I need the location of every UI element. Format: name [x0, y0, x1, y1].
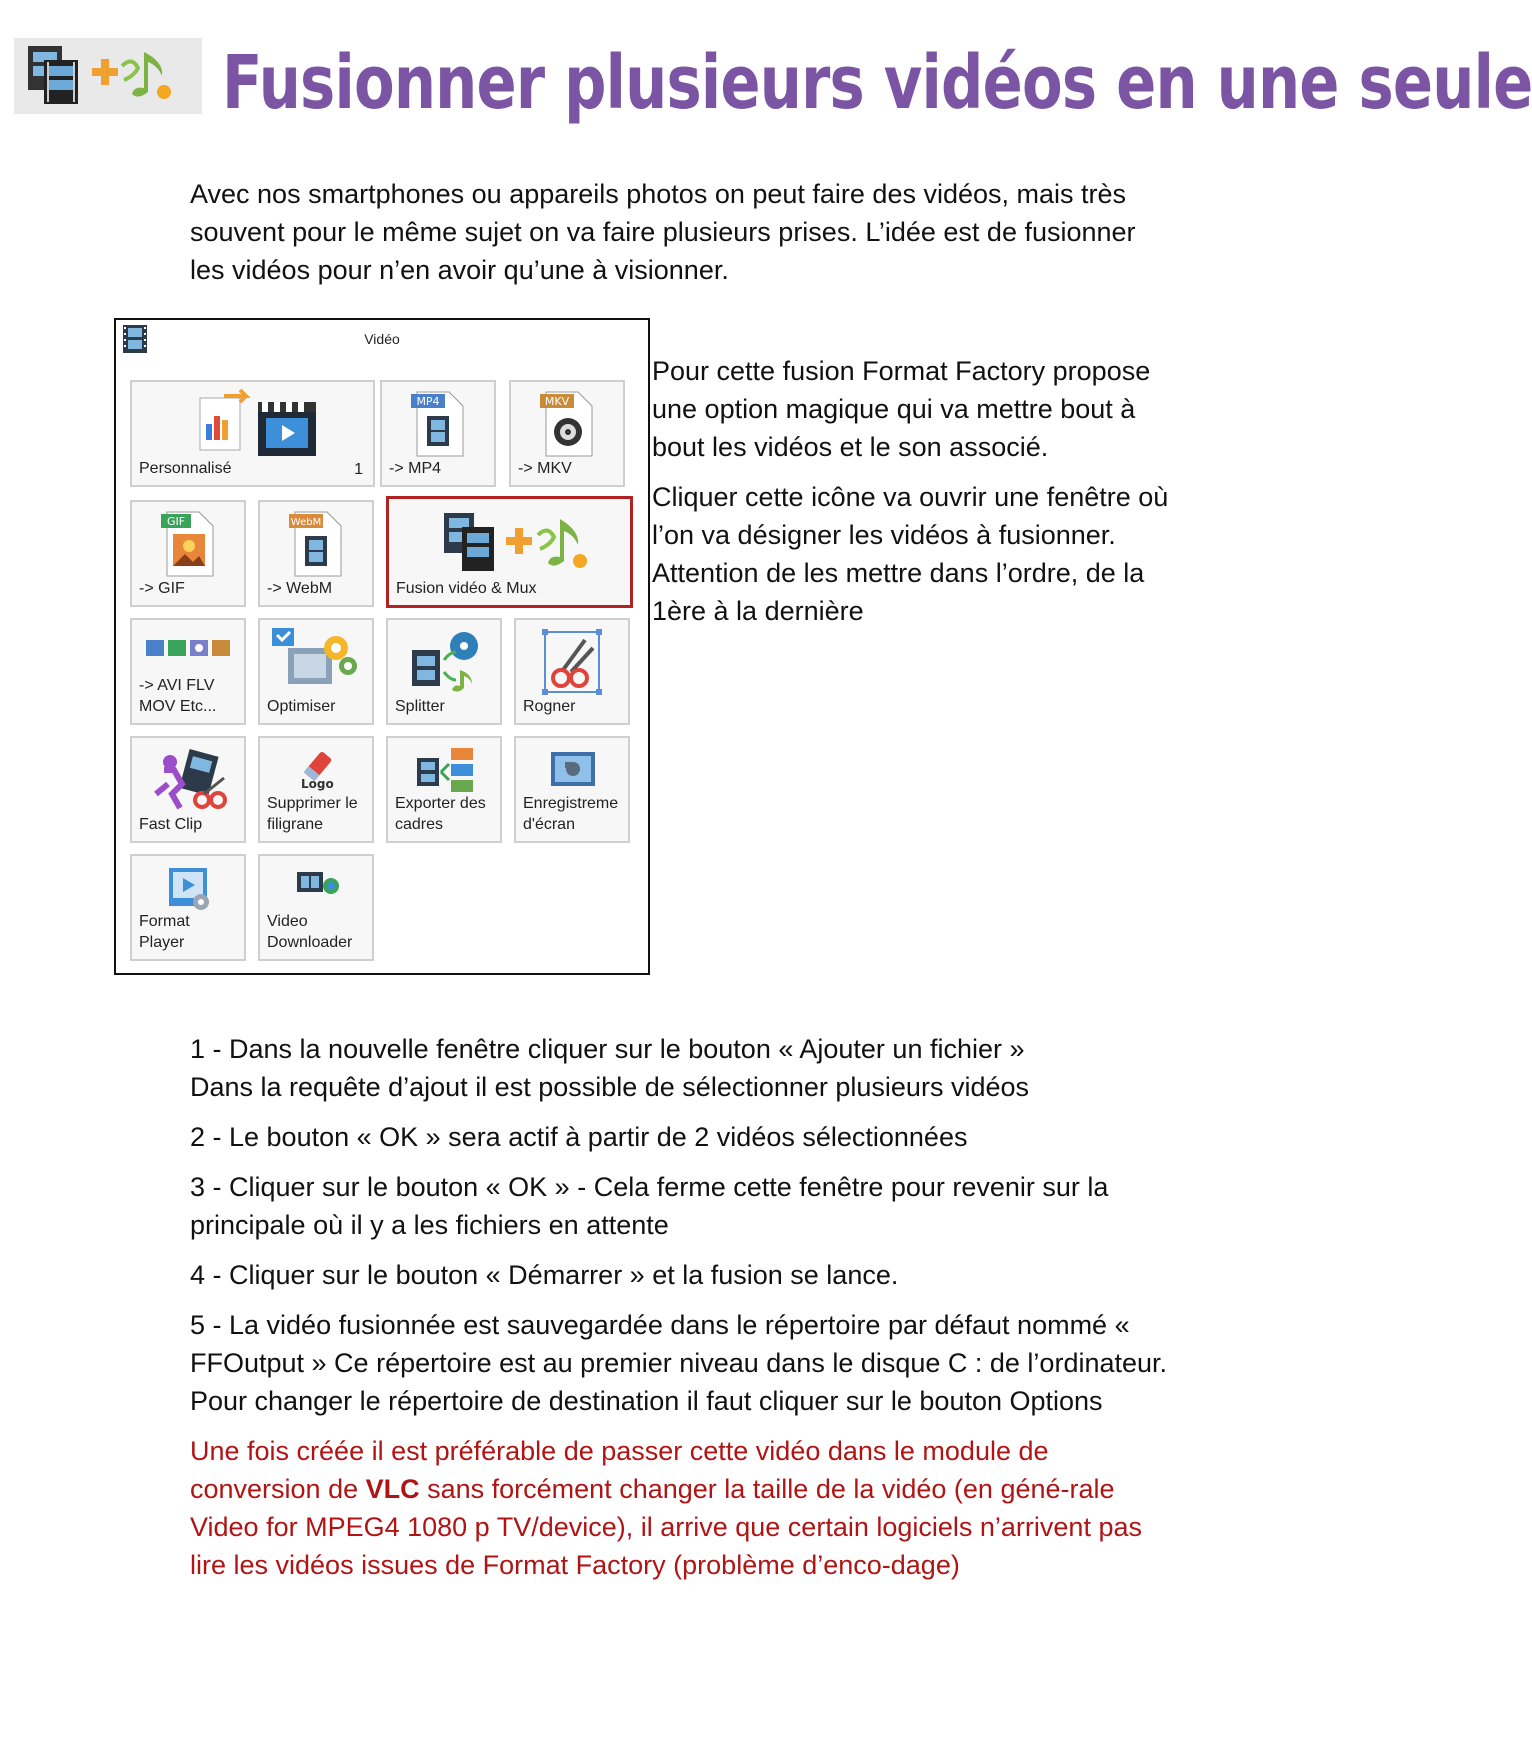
splitter-icon	[388, 626, 500, 701]
tile-label: -> MKV	[518, 460, 572, 477]
step-5-text: 5 - La vidéo fusionnée est sauvegardée dans le répertoire par défaut nommé « FFOutput » Ce répertoire est au premier niveau dans le disque C : de l’ordinateur.	[190, 1310, 1168, 1378]
step-1-line-1: 1 - Dans la nouvelle fenêtre cliquer sur le bouton « Ajouter un fichier »	[190, 1034, 1025, 1064]
tile-supprimer-filigrane[interactable]	[258, 736, 374, 843]
steps-list	[190, 1030, 1170, 1596]
tile-label: -> WebM	[267, 580, 333, 597]
step-5-options: Pour changer le répertoire de destination il faut cliquer sur le bouton Options	[190, 1386, 1103, 1416]
side-paragraph-2: Cliquer cette icône va ouvrir une fenêtre où l’on va désigner les vidéos à fusionner. Attention de les mettre dans l’ordre, de la 1ère à la dernière	[652, 482, 1169, 626]
mp4-file-icon	[382, 388, 494, 465]
tile-rogner[interactable]	[514, 618, 630, 725]
multi-format-icon	[132, 632, 244, 677]
vlc-note-before: Une fois créée il est préférable de passer cette vidéo dans le module de conversion de	[190, 1436, 1049, 1504]
tile-label: Personnalisé	[139, 460, 232, 477]
tile-label: -> MP4	[389, 460, 442, 477]
tile-webm[interactable]	[258, 500, 374, 607]
merge-video-logo-icon	[14, 38, 202, 114]
mkv-file-icon	[511, 388, 623, 465]
intro-paragraph: Avec nos smartphones ou appareils photos on peut faire des vidéos, mais très souvent pour le même sujet on va faire plusieurs prises. L’idée est de fusionner les vidéos pour n’en avoir qu’une à visionner.	[190, 179, 1136, 285]
side-description	[652, 352, 1172, 642]
merge-video-icon	[389, 505, 630, 586]
vlc-note	[190, 1432, 1170, 1584]
step-2: 2 - Le bouton « OK » sera actif à partir de 2 vidéos sélectionnées	[190, 1122, 968, 1152]
svg-text:MP4: MP4	[416, 395, 440, 408]
tile-label: Fusion vidéo & Mux	[396, 580, 537, 597]
tile-label: Enregistreme d'écran	[523, 795, 619, 833]
custom-clapper-icon	[132, 388, 373, 469]
tile-gif[interactable]	[130, 500, 246, 607]
tile-label: Format Player	[139, 913, 190, 951]
tile-fusion-video-mux[interactable]	[386, 496, 633, 608]
tile-label: Optimiser	[267, 698, 336, 715]
crop-scissors-icon	[516, 626, 628, 703]
tile-label: -> AVI FLV MOV Etc...	[139, 677, 217, 715]
tile-label: Exporter des cadres	[395, 795, 486, 833]
step-4: 4 - Cliquer sur le bouton « Démarrer » et la fusion se lance.	[190, 1260, 899, 1290]
svg-text:WebM: WebM	[290, 517, 322, 528]
video-downloader-icon	[260, 862, 372, 907]
optimize-gears-icon	[260, 626, 372, 699]
tile-label: Splitter	[395, 698, 445, 715]
video-panel	[114, 318, 650, 975]
tile-label: Fast Clip	[139, 816, 203, 833]
page-title: Fusionner plusieurs vidéos en une seule	[222, 40, 1532, 126]
svg-text:GIF: GIF	[166, 515, 186, 528]
gif-file-icon	[132, 508, 244, 585]
tile-personnalise[interactable]	[130, 380, 375, 487]
tile-label: Video Downloader	[267, 913, 353, 951]
step-1-line-2: Dans la requête d’ajout il est possible de sélectionner plusieurs vidéos	[190, 1072, 1029, 1102]
step-1	[190, 1030, 1170, 1106]
tile-exporter-cadres[interactable]	[386, 736, 502, 843]
vlc-note-bold: VLC	[365, 1474, 420, 1504]
tile-video-downloader[interactable]	[258, 854, 374, 961]
screen-record-icon	[516, 744, 628, 799]
export-frames-icon	[388, 744, 500, 799]
fast-clip-icon	[132, 744, 244, 821]
tile-fast-clip[interactable]	[130, 736, 246, 843]
tile-mkv[interactable]	[509, 380, 625, 487]
tile-count: 1	[354, 461, 363, 478]
tile-optimiser[interactable]	[258, 618, 374, 725]
tile-avi-flv-mov[interactable]	[130, 618, 246, 725]
webm-file-icon	[260, 508, 372, 585]
tile-format-player[interactable]	[130, 854, 246, 961]
panel-title: Vidéo	[364, 331, 400, 347]
tile-enregistrement-ecran[interactable]	[514, 736, 630, 843]
tile-label: -> GIF	[139, 580, 185, 597]
side-paragraph-1: Pour cette fusion Format Factory propose une option magique qui va mettre bout à bout les vidéos et le son associé.	[652, 356, 1151, 462]
tile-label: Rogner	[523, 698, 576, 715]
vlc-note-after: sans forcément changer la taille de la vidéo (en géné-rale Video for MPEG4 1080 p TV/device), il arrive que certain logiciels n’arrivent pas lire les vidéos issues de Format Factory (problème d’enco-dage)	[190, 1474, 1142, 1580]
remove-watermark-eraser-icon	[260, 744, 372, 799]
svg-text:MKV: MKV	[544, 395, 570, 408]
svg-text:Logo: Logo	[301, 777, 334, 791]
tile-splitter[interactable]	[386, 618, 502, 725]
tile-label: Supprimer le filigrane	[267, 795, 358, 833]
tile-mp4[interactable]	[380, 380, 496, 487]
step-3: 3 - Cliquer sur le bouton « OK » - Cela ferme cette fenêtre pour revenir sur la principale où il y a les fichiers en attente	[190, 1172, 1109, 1240]
panel-header	[116, 320, 648, 360]
step-5	[190, 1306, 1170, 1420]
